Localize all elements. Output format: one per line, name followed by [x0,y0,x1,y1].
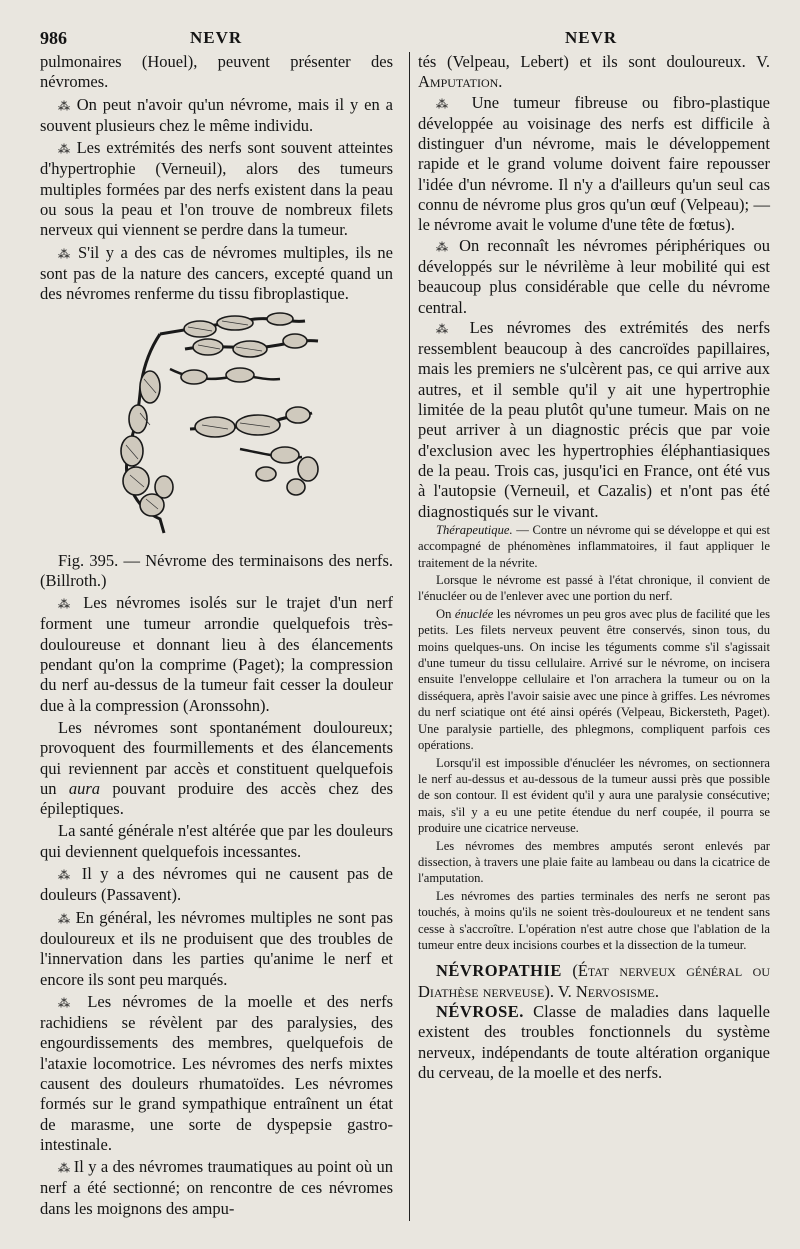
paragraph-text: — Contre un névrome qui se développe et qui est accompagné de phénomènes inflammatoires, il faut appliquer le traitement de la névrite. [418,522,770,570]
dictionary-entry [418,1002,770,1083]
asterism-mark: ⁂ [436,239,451,254]
paragraph [40,992,393,1155]
paragraph: pulmonaires (Houel), peuvent présenter des névromes. [40,52,393,92]
paragraph [40,718,393,819]
paragraph-text: Les névromes sont spontanément douloureux; provoquent des fourmillements et des élancements qui reviennent par accès et constituent quelquefois un [40,717,393,798]
paragraph: Lorsqu'il est impossible d'énucléer les névromes, on sectionnera le nerf au-dessus et au-dessous de la tumeur aussi près que possible de son contour. Il est évident qu'il y aura une paralysie consécutive; mais, s'il y a eu une petite étendue du nerf coupée, il pourra se produire une cicatrice nerveuse. [418,755,770,836]
italic-term: aura [68,778,101,798]
paragraph [418,52,770,93]
paragraph-text: tés (Velpeau, Lebert) et ils sont douloureux. V. [418,52,770,71]
asterism-mark: ⁂ [58,597,75,612]
paragraph-text: Il y a des névromes qui ne causent pas de douleurs (Passavent). [40,864,393,905]
paragraph [40,95,393,137]
paragraph [418,318,770,522]
paragraph-text: On peut n'avoir qu'un névrome, mais il y en a souvent plusieurs chez le même individu. [40,94,393,135]
figure-nerve-neuroma [40,309,393,551]
paragraph [40,243,393,305]
paragraph-text: les névromes un peu gros avec plus de facilité que les petits. Les filets nerveux peuvent être conservés, sinon tous, du moins quelques-uns. On incise les téguments comme s'il s'agissait d'une tumeur du tissu cellulaire. Arrivé sur le névrome, on incisera ensuite l'enveloppe cellulaire et l'on arrachera la tumeur ou on la disséquera, après l'avoir saisie avec une pince à griffes. Les névromes du nerf sciatique ont été ainsi opérés (Velpeau, Bickersteth, Paget). Une paralysie partielle, des phlegmons, compliquent parfois ces opérations. [418,606,770,753]
paragraph-text: Une tumeur fibreuse ou fibro-plastique développée au voisinage des nerfs est difficile à distinguer d'un névrome, mais le développement rapide et le grand volume doivent faire repousser l'idée d'un névrome. Il n'y a d'ailleurs qu'un seul cas connu de névrome plus gros qu'un œuf (Velpeau); — le névrome avait le volume d'une tête de fœtus). [418,92,771,235]
figure-caption: Fig. 395. — Névrome des terminaisons des nerfs. (Billroth.) [40,550,393,590]
section-heading: Thérapeutique. [436,522,513,537]
asterism-mark: ⁂ [58,98,71,113]
running-head [40,22,770,52]
paragraph [40,593,393,716]
paragraph-text: On reconnaît les névromes périphériques ou développés sur le névrilème à leur mobilité qui est beaucoup plus considérable que celle du névrome central. [418,235,771,317]
paragraph-text: Les névromes des extrémités des nerfs ressemblent beaucoup à des cancroïdes papillaires, mais les premiers ne s'ulcèrent pas, ce qui arrive aux autres, et il semble qu'il y ait une hypertrophie limitée de la peau plutôt qu'une tumeur. Mais on ne peut arriver à un diagnostic précis que par voie d'exclusion avec les hypertrophies éléphantiasiques de la peau. Trois cas, jusqu'ici en France, ont été vus à l'autopsie (Verneuil, et Cazalis) et n'ont pas été diagnostiqués sur le vivant. [418,317,771,521]
paragraph-text: Il y a des névromes traumatiques au point où un nerf a été sectionné; on rencontre de ces névromes dans les moignons des ampu- [40,1157,393,1218]
asterism-mark: ⁂ [58,246,72,261]
entry-headword: NÉVROPATHIE [436,961,562,981]
paragraph-text: Les extrémités des nerfs sont souvent atteintes d'hypertrophie (Verneuil), alors des tumeurs multiples formées par des nerfs existent dans la peau ou sous la peau et l'on trouve de nombreux filets nerveux qui viennent se perdre dans la tumeur. [40,138,394,240]
paragraph: Les névromes des membres amputés seront enlevés par dissection, à travers une plaie faite au lambeau ou dans la cicatrice de l'amputation. [418,838,770,886]
paragraph [418,236,770,318]
right-column [418,52,770,1221]
asterism-mark: ⁂ [58,1161,70,1176]
asterism-mark: ⁂ [58,868,74,883]
paragraph-text: pouvant produire des accès chez des épileptiques. [40,778,394,819]
asterism-mark: ⁂ [58,911,71,926]
asterism-mark: ⁂ [58,142,71,157]
paragraph-text: En général, les névromes multiples ne sont pas douloureux et ils ne produisent que des troubles de l'innervation dans les parties qu'anime le nerf et encore ils sont peu marqués. [40,907,394,989]
paragraph-text: Les névromes de la moelle et des nerfs rachidiens se révèlent par des paralysies, des engourdissements des membres, quelquefois de l'ataxie locomotrice. Les névromes des nerfs mixtes causent des douleurs rhumatoïdes. Les névromes formés sur le grand sympathique entraînent un état de marasme, une sorte de dyspepsie gastro-intestinale. [40,991,394,1154]
asterism-mark: ⁂ [58,995,77,1010]
two-column-body [40,52,770,1221]
italic-term: énuclée [454,606,494,621]
paragraph [40,864,393,906]
entry-body: Classe de maladies dans laquelle existent des troubles fonctionnels du système nerveux, indépendants de toute altération organique du cerveau, de la moelle et des nerfs. [418,1001,770,1082]
paragraph: Les névromes des parties terminales des nerfs ne seront pas touchés, à moins qu'ils ne soient très-douloureux et ne tendent sans cesse à s'accroître. L'opération n'est autre chose que l'ablation de la tumeur entre deux incisions courbes et la dissection de la tumeur. [418,888,770,952]
paragraph-text: Les névromes isolés sur le trajet d'un nerf forment une tumeur arrondie quelquefois très-douloureuse et donnant lieu à des élancements pendant qu'on la comprime (Paget); la compression du nerf au-dessus de la tumeur fait cesser la douleur due à la compression (Aronssohn). [40,593,394,715]
dictionary-entry [418,961,770,1002]
paragraph-text: S'il y a des cas de névromes multiples, ils ne sont pas de la nature des cancers, excepté quand un des névromes renferme du tissu fibroplastique. [40,242,394,304]
page-number: 986 [40,28,67,48]
left-column [40,52,401,1221]
paragraph [418,606,770,754]
asterism-mark: ⁂ [436,96,458,111]
paragraph: La santé générale n'est altérée que par les douleurs qui deviennent quelquefois incessantes. [40,821,393,861]
paragraph [40,1157,393,1219]
paragraph: Lorsque le névrome est passé à l'état chronique, il convient de l'énucléer ou de l'enlever avec une portion du nerf. [418,573,770,604]
paragraph-text: On [436,606,455,621]
entry-headword: NÉVROSE. [436,1001,524,1021]
paragraph [418,522,770,571]
cross-reference: Amputation. [418,72,503,92]
asterism-mark: ⁂ [436,321,457,336]
neuroma-illustration [90,309,330,549]
right-running-head: NEVR [565,28,618,47]
paragraph [418,93,770,236]
column-rule [409,52,410,1221]
paragraph [40,908,393,990]
entry-body: (État nerveux général ou Diathèse nerveuse). V. Nervosisme. [418,961,770,1001]
left-running-head: NEVR [190,28,243,47]
paragraph [40,138,393,240]
